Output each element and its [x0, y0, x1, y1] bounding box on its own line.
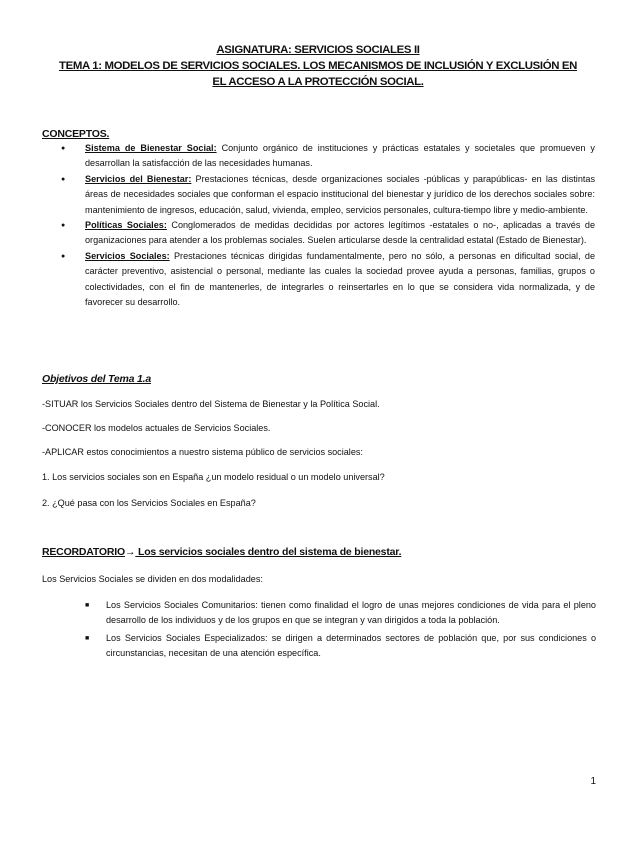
arrow-icon: →: [124, 546, 136, 558]
document-header: [40, 42, 596, 90]
list-item: ■ Los Servicios Sociales Comunitarios: tienen como finalidad el logro de unas mejores condiciones de vida para el pleno desarrollo de los individuos y de los grupos en que se integran y van dirigidos a toda la población.: [85, 598, 596, 629]
concept-term: Sistema de Bienestar Social:: [85, 143, 217, 153]
concept-definition: Prestaciones técnicas, desde organizaciones sociales -públicas y parapúblicas- en las distintas áreas de necesidades sociales que conforman el espacio institucional del bienestar y jurídico de los derechos sociales sobre: mantenimiento de ingresos, educación, salud, vivienda, empleo, servicios personales, cultura-tiempo libre y medio-ambiente.: [85, 173, 596, 215]
objective-line: -SITUAR los Servicios Sociales dentro del Sistema de Bienestar y la Política Social.: [42, 399, 380, 409]
concept-definition: Prestaciones técnicas dirigidas fundamentalmente, pero no sólo, a personas en dificultad social, de carácter preventivo, asistencial o personal, mediante las cuales la sociedad provee ayuda a personas, familias, grupos o colectividades, con el fin de mantenerles, de integrarles o reinsertarles en lo que se considera vida normalizada, y de favorecer su desarrollo.: [85, 250, 595, 308]
concept-definition: Conjunto orgánico de instituciones y prácticas estatales y societales que promueven y desarrollan la satisfacción de las necesidades humanas.: [85, 143, 595, 169]
objective-line: 1. Los servicios sociales son en España ¿un modelo residual o un modelo universal?: [42, 472, 385, 482]
topic-title-line-1: TEMA 1: MODELOS DE SERVICIOS SOCIALES. LOS MECANISMOS DE INCLUSIÓN Y EXCLUSIÓN EN: [58, 60, 578, 72]
list-item: [42, 141, 595, 172]
concept-term: Servicios del Bienestar:: [85, 173, 192, 184]
modalities-list: [85, 598, 596, 664]
concept-term: Servicios Sociales:: [85, 250, 170, 261]
modalities-intro: Los Servicios Sociales se dividen en dos modalidades:: [42, 574, 263, 584]
recordatorio-title: Los servicios sociales dentro del sistema de bienestar.: [135, 546, 402, 558]
concept-definition: Conglomerados de medidas decididas por actores legítimos -estatales o no-, aplicadas a través de organizaciones para atender a los problemas sociales. Suelen articularse desde la centralidad estatal (Estado de Bienestar).: [85, 220, 596, 246]
list-item: [42, 218, 595, 249]
recordatorio-heading: [42, 546, 401, 558]
topic-title-line-2: EL ACCESO A LA PROTECCIÓN SOCIAL.: [212, 76, 424, 88]
objective-line: -CONOCER los modelos actuales de Servicios Sociales.: [42, 423, 271, 433]
list-item: [42, 249, 595, 311]
list-item: ■ Los Servicios Sociales Especializados: se dirigen a determinados sectores de población que, por sus condiciones o circunstancias, necesitan de una atención específica.: [85, 631, 596, 662]
objectives-heading: Objetivos del Tema 1.a: [42, 373, 152, 385]
recordatorio-label: RECORDATORIO: [42, 546, 125, 558]
subject-title: ASIGNATURA: SERVICIOS SOCIALES II: [216, 44, 420, 56]
objective-line: 2. ¿Qué pasa con los Servicios Sociales en España?: [42, 498, 256, 508]
page-number: 1: [590, 776, 596, 787]
conceptos-heading: CONCEPTOS.: [42, 128, 110, 140]
concepts-list: [42, 141, 595, 310]
objective-line: -APLICAR estos conocimientos a nuestro sistema público de servicios sociales:: [42, 447, 363, 457]
list-item: [42, 172, 595, 218]
concept-term: Políticas Sociales:: [85, 220, 167, 231]
